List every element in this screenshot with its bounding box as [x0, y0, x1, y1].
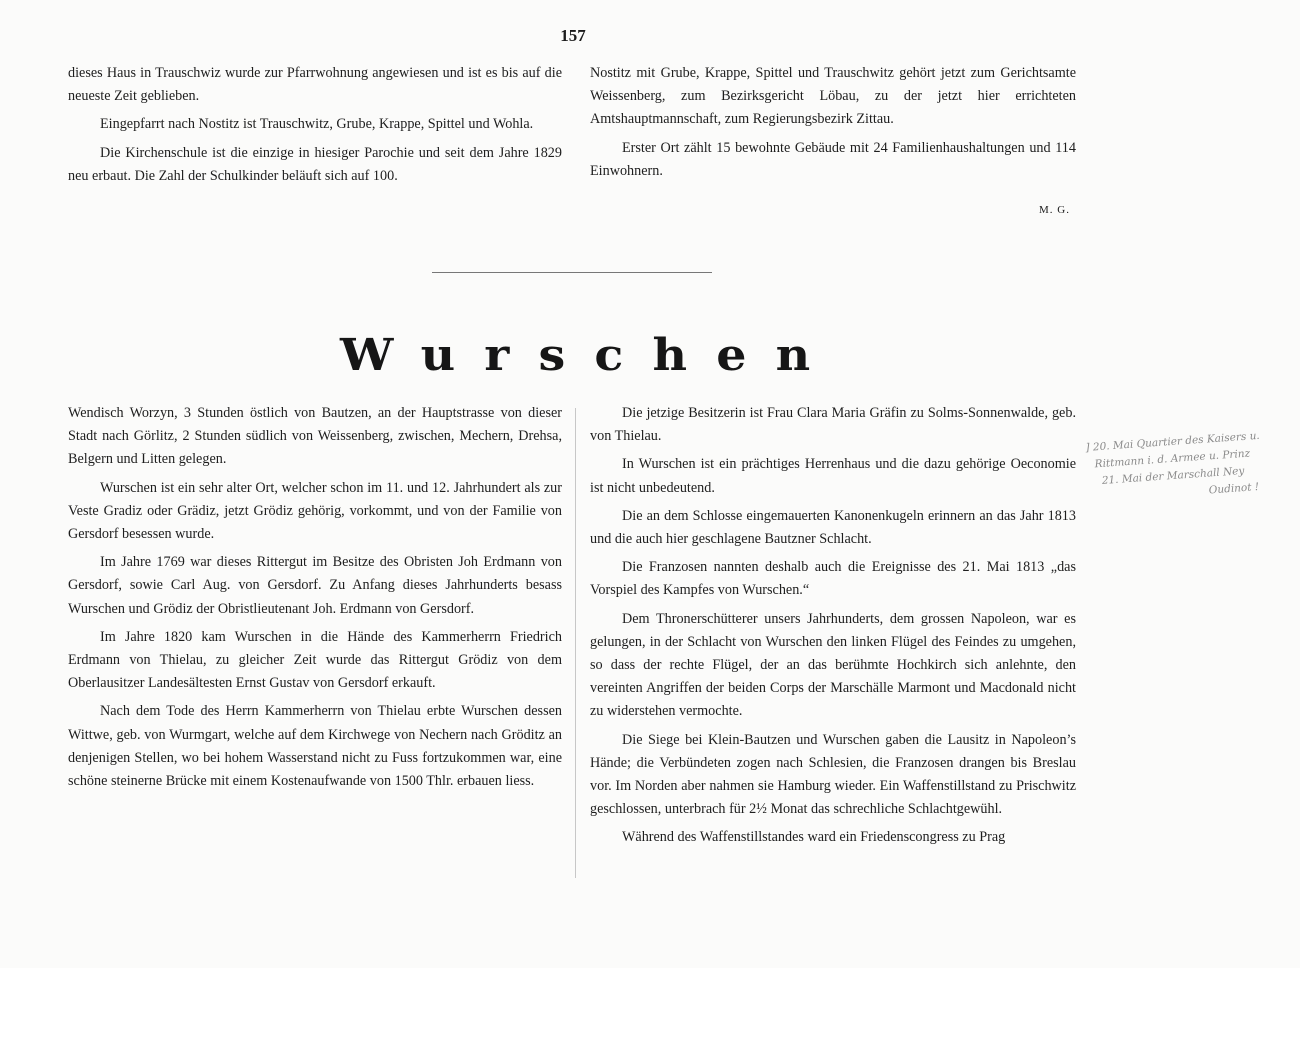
paragraph: dieses Haus in Trauschwiz wurde zur Pfarrwohnung angewiesen und ist es bis auf die neueste Zeit geblieben. — [68, 65, 562, 105]
paragraph: Die Kirchenschule ist die einzige in hiesiger Parochie und seit dem Jahre 1829 neu erbaut. Die Zahl der Schulkinder beläuft sich auf 100. — [68, 144, 562, 184]
annotation-line: 21. Mai der Marschall Ney — [1101, 464, 1245, 487]
paragraph: Die an dem Schlosse eingemauerten Kanonenkugeln erinnern an das Jahr 1813 und die auch hier geschlagene Bautzner Schlacht. — [590, 507, 1076, 548]
annotation-line: Rittmann i. d. Armee u. Prinz — [1094, 447, 1251, 471]
handwritten-annotation — [1085, 425, 1300, 508]
section-divider — [432, 272, 712, 273]
paragraph: Dem Thronerschütterer unsers Jahrhunderts, dem grossen Napoleon, war es gelungen, in der Schlacht von Wurschen den linken Flügel des Feindes zu umgehen, so dass der rechte Flügel, der an das berühmte Hochkirch sich anlehnte, den vereinten Angriffen der beiden Corps der Marschälle Marmont und Macdonald nicht zu widerstehen vermochte. — [590, 610, 1076, 720]
paragraph: In Wurschen ist ein prächtiges Herrenhaus und die dazu gehörige Oeconomie ist nicht unbedeutend. — [590, 456, 1076, 496]
paragraph: Die Franzosen nannten deshalb auch die Ereignisse des 21. Mai 1813 „das Vorspiel des Kampfes von Wurschen.“ — [590, 559, 1076, 599]
paragraph: Im Jahre 1820 kam Wurschen in die Hände des Kammerherrn Friedrich Erdmann von Thielau, zu gleicher Zeit wurde das Rittergut Grödiz von dem Oberlausitzer Landesältesten Ernst Gustav von Gersdorf erkauft. — [68, 628, 562, 692]
column-divider — [575, 408, 576, 878]
main-left-column — [68, 402, 562, 798]
paragraph: Die jetzige Besitzerin ist Frau Clara Maria Gräfin zu Solms-Sonnenwalde, geb. von Thielau. — [590, 405, 1076, 445]
paragraph: Nach dem Tode des Herrn Kammerherrn von Thielau erbte Wurschen dessen Wittwe, geb. von Wurmgart, welche auf dem Kirchwege von Nechern nach Gröditz an denjenigen Stellen, wo bei hohem Wasserstand nicht zu Fuss fortzukommen war, eine schöne steinerne Brücke mit einem Kostenaufwande von 1500 Thlr. erbauen liess. — [68, 703, 562, 790]
top-left-column — [68, 62, 562, 193]
top-right-column — [590, 62, 1076, 188]
section-title: Wurschen — [340, 330, 840, 381]
paragraph: Wendisch Worzyn, 3 Stunden östlich von Bautzen, an der Hauptstrasse von dieser Stadt nach Görlitz, 2 Stunden südlich von Weissenberg, zwischen, Mechern, Drehsa, Belgern und Litten gelegen. — [68, 405, 562, 468]
paragraph: Eingepfarrt nach Nostitz ist Trauschwitz, Grube, Krappe, Spittel und Wohla. — [100, 116, 534, 133]
paragraph: Im Jahre 1769 war dieses Rittergut im Besitze des Obristen Joh Erdmann von Gersdorf, sowie Carl Aug. von Gersdorf. Zu Anfang dieses Jahrhunderts besass Wurschen und Grödiz der Obristlieutenant Joh. Erdmann von Gersdorf. — [68, 554, 562, 617]
paragraph: Während des Waffenstillstandes ward ein Friedenscongress zu Prag — [622, 829, 1006, 846]
annotation-line: Oudinot ! — [1208, 480, 1260, 497]
paragraph: Die Siege bei Klein-Bautzen und Wurschen gaben die Lausitz in Napoleon’s Hände; die Verbündeten zogen nach Schlesien, die Franzosen drangen bis Breslau vor. Im Norden aber nahmen sie Hamburg wieder. Ein Waffenstillstand zu Prischwitz geschlossen, unterbrach für 2½ Monat das schrechliche Schlachtgewühl. — [590, 731, 1076, 818]
bottom-margin — [0, 968, 1300, 1063]
main-right-column — [590, 402, 1076, 855]
author-signature: M. G. — [1039, 204, 1070, 216]
page-number: 157 — [560, 26, 586, 45]
paragraph: Nostitz mit Grube, Krappe, Spittel und Trauschwitz gehört jetzt zum Gerichtsamte Weissenberg, zum Bezirksgericht Löbau, zu der jetzt hier errichteten Amtshauptmannschaft, zum Regierungsbezirk Zittau. — [590, 65, 1076, 128]
paragraph: Erster Ort zählt 15 bewohnte Gebäude mit 24 Familienhaushaltungen und 114 Einwohnern. — [590, 139, 1076, 179]
paragraph: Wurschen ist ein sehr alter Ort, welcher schon im 11. und 12. Jahrhundert als zur Veste Gradiz oder Grädiz, jetzt Grödiz gehörig, vorkommt, und von der Familie von Gersdorf besessen wurde. — [68, 479, 562, 543]
annotation-line: ] 20. Mai Quartier des Kaisers u. — [1085, 429, 1261, 454]
